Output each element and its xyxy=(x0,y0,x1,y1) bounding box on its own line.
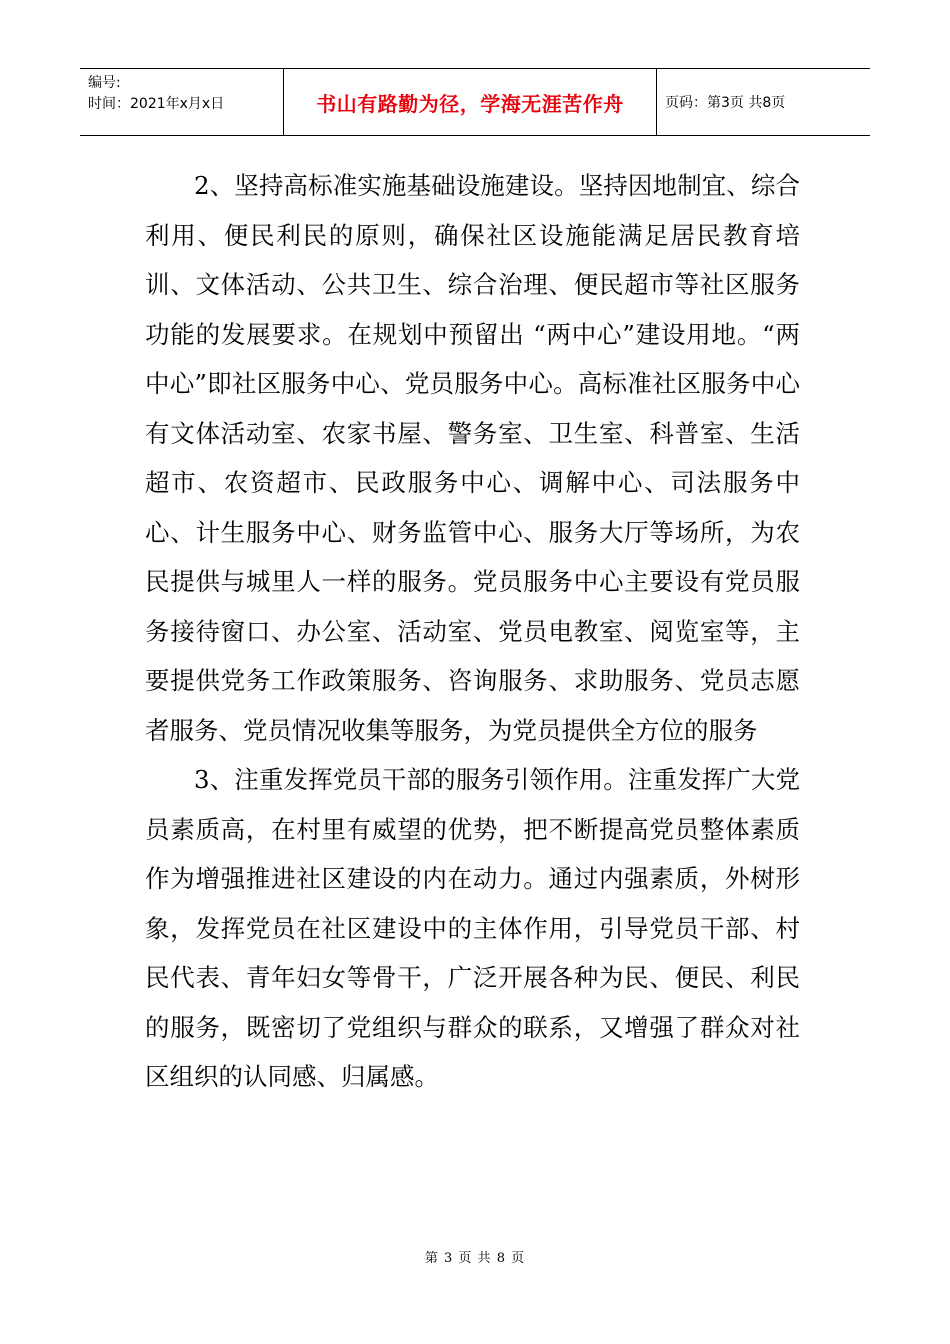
header-motto: 书山有路勤为径，学海无涯苦作舟 xyxy=(283,69,657,135)
document-date-label: 时间：2021年x月x日 xyxy=(88,96,225,112)
paragraph-party-members: 3、注重发挥党员干部的服务引领作用。注重发挥广大党员素质高，在村里有威望的优势，把不断提高党员整体素质作为增强推进社区建设的内在动力。通过内强素质，外树形象，发挥党员在社区建设中的主体作用，引导党员干部、村民代表、青年妇女等骨干，广泛开展各种为民、便民、利民的服务，既密切了党组织与群众的联系，又增强了群众对社区组织的认同感、归属感。 xyxy=(145,765,800,1091)
header-page-code: 页码：第3页 共8页 xyxy=(665,95,786,111)
header-meta xyxy=(80,69,283,135)
document-body xyxy=(145,161,800,1102)
page-footer: 第 3 页 共 8 页 xyxy=(424,1251,526,1266)
paragraph-infrastructure: 2、坚持高标准实施基础设施建设。坚持因地制宜、综合利用、便民利民的原则，确保社区设施能满足居民教育培训、文体活动、公共卫生、综合治理、便民超市等社区服务功能的发展要求。在规划中预留出 “两中心”建设用地。“两中心”即社区服务中心、党员服务中心。高标准社区服务中心有文体活动室、农家书屋、警务室、卫生室、科普室、生活超市、农资超市、民政服务中心、调解中心、司法服务中心、计生服务中心、财务监管中心、服务大厅等场所，为农民提供与城里人一样的服务。党员服务中心主要设有党员服务接待窗口、办公室、活动室、党员电教室、阅览室等，主要提供党务工作政策服务、咨询服务、求助服务、党员志愿者服务、党员情况收集等服务，为党员提供全方位的服务 xyxy=(145,171,800,745)
document-number-label: 编号: xyxy=(88,75,121,91)
page-header xyxy=(80,68,870,136)
